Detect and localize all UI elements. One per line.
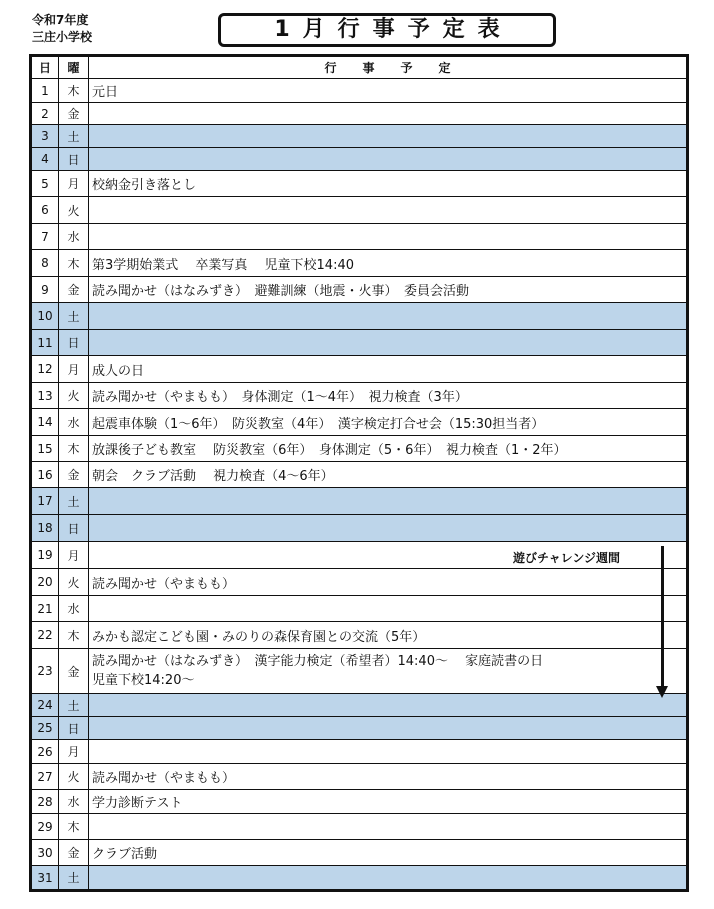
day-cell: 24 [32,694,59,716]
header-weekday: 曜 [59,57,89,78]
table-row [32,763,686,789]
day-cell: 22 [32,622,59,648]
event-cell [89,740,686,763]
event-cell [89,814,686,839]
challenge-week-arrow-line [661,546,664,688]
page-title: 1月行事予定表 [218,13,556,47]
event-cell: 元日 [92,85,119,100]
weekday-cell: 火 [59,383,89,408]
table-row [32,382,686,408]
weekday-cell: 金 [59,840,89,865]
weekday-cell: 木 [59,79,89,102]
event-cell [89,330,686,355]
day-cell: 3 [32,125,59,147]
event-cell [89,717,686,739]
weekday-cell: 水 [59,790,89,813]
weekday-cell: 水 [59,596,89,621]
weekday-cell: 土 [59,694,89,716]
day-cell: 28 [32,790,59,813]
table-row [32,693,686,716]
school-info [32,12,92,46]
table-row [32,813,686,839]
day-cell: 20 [32,569,59,595]
day-cell: 23 [32,649,59,693]
table-row [32,621,686,648]
event-cell [89,515,686,541]
event-cell: 放課後子ども教室 防災教室（6年） 身体測定（5・6年） 視力検査（1・2年） [92,443,567,458]
weekday-cell: 日 [59,148,89,170]
event-cell [89,694,686,716]
day-cell: 31 [32,866,59,889]
event-cell: 第3学期始業式 卒業写真 児童下校14:40 [92,257,354,273]
header-events: 行事予定 [324,61,477,75]
school-year: 令和7年度 [32,13,89,27]
table-row [32,147,686,170]
event-cell [89,197,686,223]
event-cell [89,103,686,124]
table-row [32,124,686,147]
day-cell: 29 [32,814,59,839]
table-row [32,648,686,693]
weekday-cell: 金 [59,462,89,487]
event-cell: 朝会 クラブ活動 視力検査（4～6年） [92,469,334,484]
day-cell: 11 [32,330,59,355]
weekday-cell: 月 [59,740,89,763]
weekday-cell: 土 [59,866,89,889]
day-cell: 25 [32,717,59,739]
event-cell: 学力診断テスト [92,796,183,811]
table-row [32,170,686,196]
arrow-down-icon [656,686,668,698]
weekday-cell: 月 [59,356,89,382]
event-cell [89,148,686,170]
weekday-cell: 金 [59,103,89,124]
day-cell: 4 [32,148,59,170]
day-cell: 17 [32,488,59,514]
table-row [32,435,686,461]
table-row [32,408,686,435]
weekday-cell: 土 [59,488,89,514]
event-cell: 読み聞かせ（はなみずき） 避難訓練（地震・火事） 委員会活動 [92,284,470,299]
table-row [32,595,686,621]
table-row [32,196,686,223]
header-day: 日 [32,57,59,78]
day-cell: 26 [32,740,59,763]
day-cell: 7 [32,224,59,249]
event-cell: 成人の日 [92,363,145,379]
weekday-cell: 日 [59,717,89,739]
weekday-cell: 月 [59,171,89,196]
day-cell: 10 [32,303,59,329]
day-cell: 30 [32,840,59,865]
day-cell: 13 [32,383,59,408]
event-cell [89,596,686,621]
event-cell: みかも認定こども園・みのりの森保育園との交流（5年） [92,629,426,645]
table-row [32,461,686,487]
weekday-cell: 木 [59,250,89,276]
table-row [32,329,686,355]
event-line: 児童下校14:20～ [92,673,195,688]
weekday-cell: 金 [59,277,89,302]
day-cell: 6 [32,197,59,223]
day-cell: 8 [32,250,59,276]
weekday-cell: 金 [59,649,89,693]
weekday-cell: 日 [59,515,89,541]
weekday-cell: 火 [59,569,89,595]
day-cell: 2 [32,103,59,124]
weekday-cell: 水 [59,224,89,249]
day-cell: 27 [32,764,59,789]
weekday-cell: 月 [59,542,89,568]
weekday-cell: 火 [59,197,89,223]
table-row [32,716,686,739]
event-cell [89,488,686,514]
day-cell: 21 [32,596,59,621]
table-row [32,739,686,763]
weekday-cell: 水 [59,409,89,435]
day-cell: 12 [32,356,59,382]
table-row [32,79,686,102]
event-line: 読み聞かせ（はなみずき） 漢字能力検定（希望者）14:40～ 家庭読書の日 [92,654,544,669]
weekday-cell: 日 [59,330,89,355]
table-row [32,839,686,865]
weekday-cell: 木 [59,436,89,461]
event-cell [89,303,686,329]
event-cell [89,125,686,147]
weekday-cell: 土 [59,125,89,147]
event-cell [89,866,686,889]
day-cell: 5 [32,171,59,196]
table-row [32,865,686,889]
table-row [32,514,686,541]
day-cell: 14 [32,409,59,435]
table-row [32,223,686,249]
weekday-cell: 土 [59,303,89,329]
event-cell [89,649,686,693]
day-cell: 1 [32,79,59,102]
table-row [32,102,686,124]
weekday-cell: 木 [59,814,89,839]
table-row [32,276,686,302]
event-cell: 読み聞かせ（やまもも） 身体測定（1～4年） 視力検査（3年） [92,390,468,405]
day-cell: 15 [32,436,59,461]
table-row [32,355,686,382]
weekday-cell: 火 [59,764,89,789]
table-row [32,487,686,514]
event-cell: クラブ活動 [92,847,158,862]
table-row [32,302,686,329]
event-cell: 読み聞かせ（やまもも） [92,576,236,592]
event-cell: 読み聞かせ（やまもも） [92,771,236,786]
weekday-cell: 木 [59,622,89,648]
day-cell: 16 [32,462,59,487]
challenge-week-label: 遊びチャレンジ週間 [513,551,621,565]
table-row [32,568,686,595]
event-cell: 校納金引き落とし [92,178,197,193]
day-cell: 18 [32,515,59,541]
event-cell [89,224,686,249]
day-cell: 19 [32,542,59,568]
day-cell: 9 [32,277,59,302]
table-row [32,789,686,813]
event-cell: 起震車体験（1～6年） 防災教室（4年） 漢字検定打合せ会（15:30担当者） [92,416,545,432]
schedule-table [29,54,689,892]
school-name: 三庄小学校 [32,30,93,44]
table-row [32,249,686,276]
table-header [32,57,686,79]
